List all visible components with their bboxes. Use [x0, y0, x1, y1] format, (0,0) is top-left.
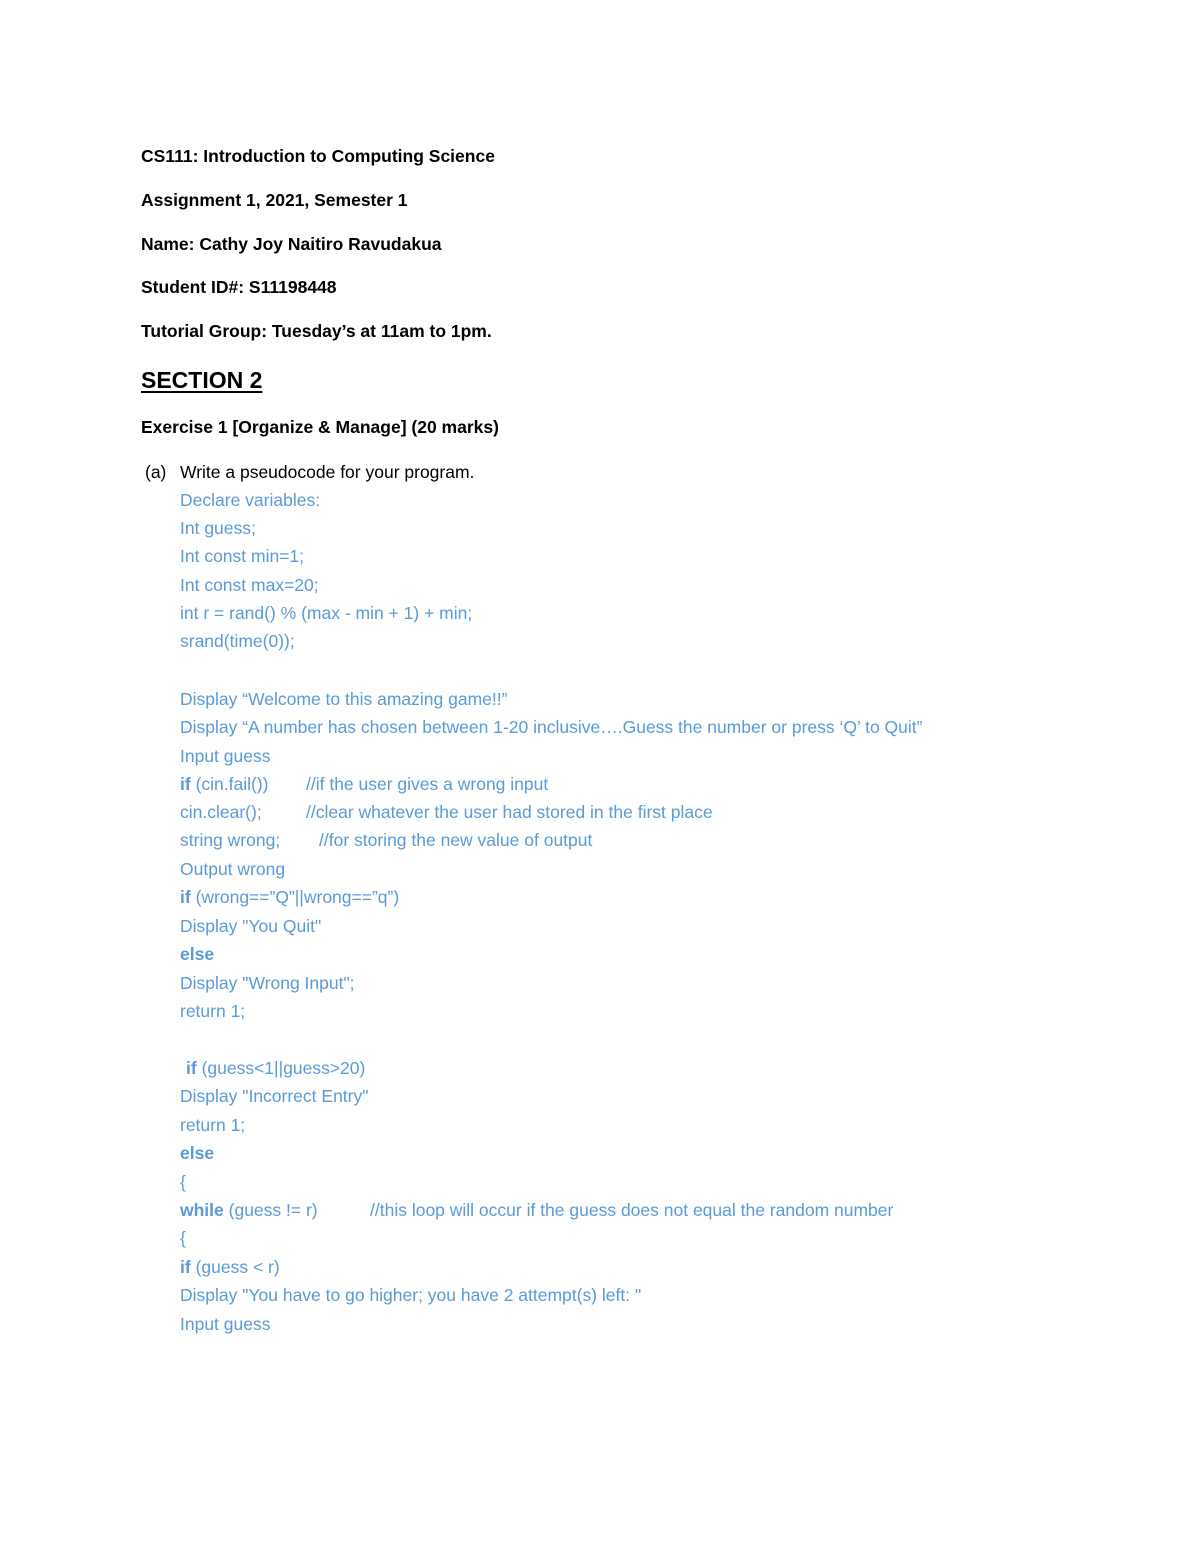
code-line: Input guess — [180, 1314, 271, 1334]
code-comment: //if the user gives a wrong input — [306, 774, 549, 794]
code-keyword: if — [180, 1257, 191, 1277]
code-line: Int guess; — [180, 518, 256, 538]
code-line: { — [180, 1228, 186, 1248]
code-line: Output wrong — [180, 859, 286, 879]
code-line: cin.clear(); — [180, 802, 262, 822]
code-line: Int const min=1; — [180, 546, 305, 566]
code-line: Display "Incorrect Entry" — [180, 1086, 369, 1106]
code-line: return 1; — [180, 1001, 246, 1021]
code-text: (cin.fail()) — [190, 774, 269, 794]
code-line: srand(time(0)); — [180, 631, 295, 651]
code-keyword: while — [180, 1200, 224, 1220]
code-line: return 1; — [180, 1115, 246, 1135]
code-line: Int const max=20; — [180, 575, 319, 595]
code-comment: //clear whatever the user had stored in the first place — [306, 802, 713, 822]
code-keyword: if — [180, 887, 191, 907]
code-line: Display "You have to go higher; you have 2 attempt(s) left: " — [180, 1285, 642, 1305]
code-line: Display "You Quit" — [180, 916, 322, 936]
student-name: Name: Cathy Joy Naitiro Ravudakua — [141, 234, 442, 254]
code-line: { — [180, 1172, 186, 1192]
code-keyword: else — [180, 944, 215, 964]
question-label: (a) — [145, 462, 167, 482]
code-line: Display "Wrong Input"; — [180, 973, 355, 993]
code-line — [180, 886, 399, 908]
code-keyword: if — [180, 774, 191, 794]
code-keyword: if — [186, 1058, 197, 1078]
code-keyword: else — [180, 1143, 215, 1163]
code-line: Display “A number has chosen between 1-20 inclusive….Guess the number or press ‘Q’ to Quit” — [180, 717, 923, 737]
code-line: string wrong; — [180, 830, 281, 850]
code-comment: //for storing the new value of output — [319, 830, 593, 850]
section-title: SECTION 2 — [141, 367, 263, 393]
code-text: (guess != r) — [223, 1200, 318, 1220]
code-line — [180, 773, 268, 795]
code-line — [180, 1199, 318, 1221]
tutorial-group: Tutorial Group: Tuesday’s at 11am to 1pm. — [141, 321, 492, 341]
code-line: Input guess — [180, 746, 271, 766]
exercise-title: Exercise 1 [Organize & Manage] (20 marks) — [141, 417, 499, 437]
course-title: CS111: Introduction to Computing Science — [141, 146, 495, 166]
code-line: int r = rand() % (max - min + 1) + min; — [180, 603, 473, 623]
code-comment: //this loop will occur if the guess does not equal the random number — [370, 1200, 894, 1220]
assignment-title: Assignment 1, 2021, Semester 1 — [141, 190, 408, 210]
code-line: Declare variables: — [180, 490, 321, 510]
code-text: (wrong==”Q”||wrong==”q”) — [190, 887, 400, 907]
code-line — [186, 1057, 365, 1079]
code-text: (guess<1||guess>20) — [196, 1058, 366, 1078]
student-id: Student ID#: S11198448 — [141, 277, 337, 297]
code-line: Display “Welcome to this amazing game!!” — [180, 689, 508, 709]
code-line — [180, 1256, 280, 1278]
question-text: Write a pseudocode for your program. — [180, 462, 475, 482]
code-text: (guess < r) — [190, 1257, 280, 1277]
